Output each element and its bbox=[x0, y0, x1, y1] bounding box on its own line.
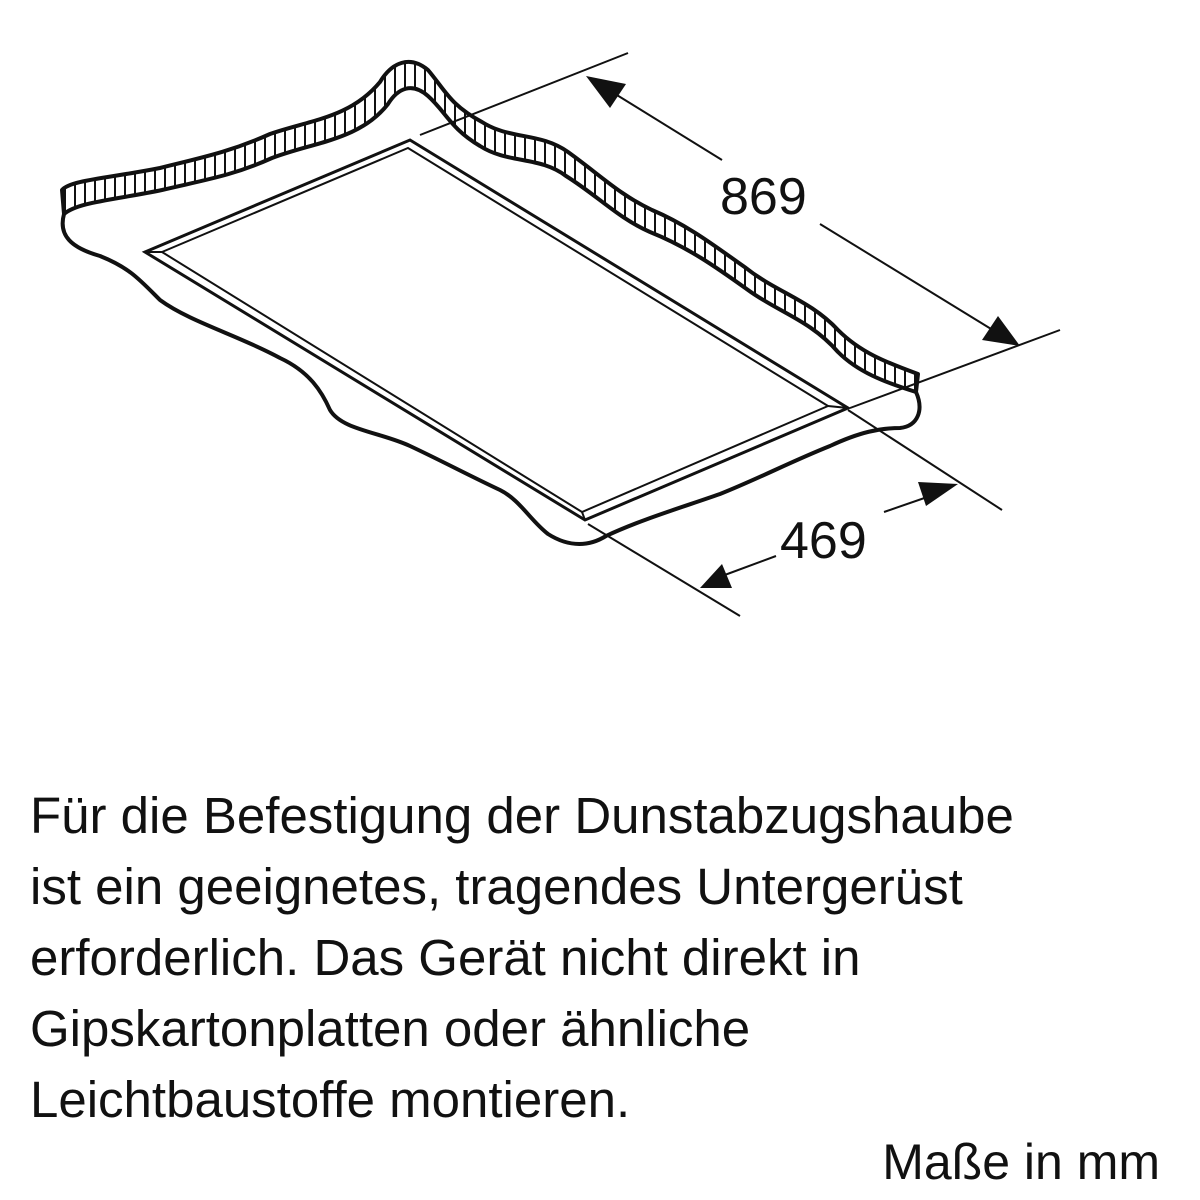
length-arrow-head-bottom bbox=[982, 316, 1020, 346]
instruction-line: erforderlich. Das Gerät nicht direkt in bbox=[30, 929, 861, 986]
length-arrow-head-top bbox=[586, 76, 626, 108]
length-label: 869 bbox=[720, 168, 807, 226]
width-label: 469 bbox=[780, 512, 867, 570]
units-note: Maße in mm bbox=[882, 1134, 1160, 1190]
instruction-line: Gipskartonplatten oder ähnliche bbox=[30, 1000, 751, 1057]
length-dimension-line-upper bbox=[612, 92, 722, 160]
length-dimension-line-lower bbox=[820, 224, 996, 332]
width-dimension-line-left bbox=[722, 556, 776, 576]
instruction-line: Für die Befestigung der Dunstabzugshaube bbox=[30, 787, 1014, 844]
width-arrow-head-left bbox=[700, 564, 732, 588]
width-arrow-head-right bbox=[918, 482, 958, 506]
mounting-instruction bbox=[30, 780, 1180, 1135]
instruction-line: Leichtbaustoffe montieren. bbox=[30, 1071, 631, 1128]
length-extension-line-top bbox=[420, 53, 628, 135]
instruction-line: ist ein geeignetes, tragendes Untergerüst bbox=[30, 858, 963, 915]
